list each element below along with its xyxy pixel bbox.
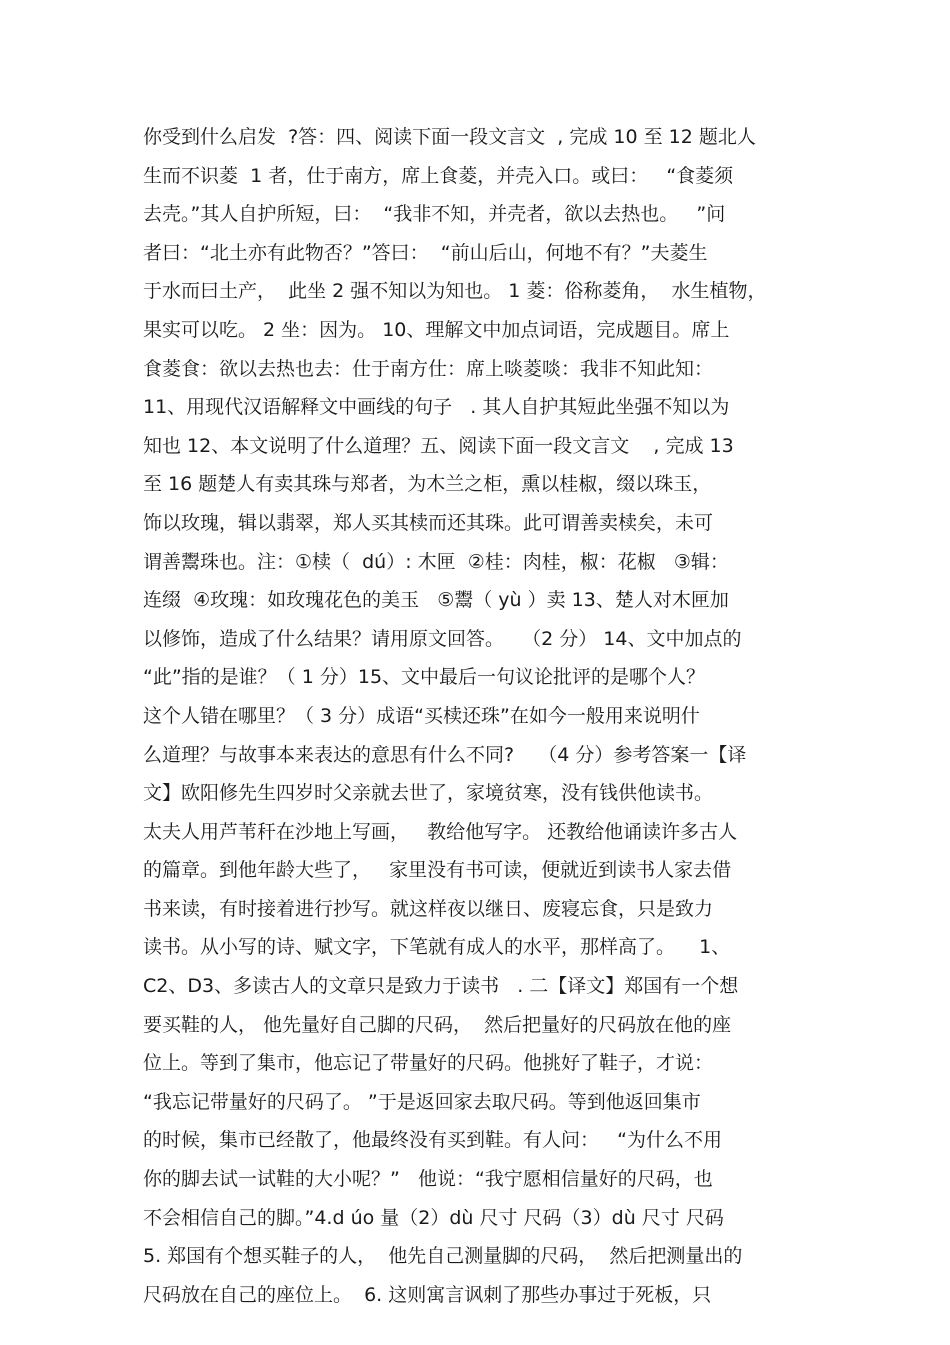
text-line: 这个人错在哪里？（ 3 分）成语“买椟还珠”在如今一般用来说明什 [143, 704, 700, 727]
text-line: 饰以玫瑰，辑以翡翠，郑人买其椟而还其珠。此可谓善卖椟矣，未可 [143, 511, 714, 534]
text-line: 你受到什么启发 ?答：四、阅读下面一段文言文 , 完成 10 至 12 题北人 [143, 126, 756, 148]
document-body [143, 118, 823, 1314]
text-line: 要买鞋的人， 他先量好自己脚的尺码， 然后把量好的尺码放在他的座 [143, 1013, 732, 1036]
text-line: 不会相信自己的脚。”4.d úo 量（2）dù 尺寸 尺码（3）dù 尺寸 尺码 [143, 1206, 724, 1229]
text-line: 位上。等到了集市，他忘记了带量好的尺码。他挑好了鞋子，才说： [143, 1052, 714, 1075]
text-line: 读书。从小写的诗、赋文字，下笔就有成人的水平，那样高了。 1、 [143, 936, 731, 959]
text-line: 谓善鬻珠也。注：①椟（ dú）: 木匣 ②桂：肉桂，椒：花椒 ③辑： [143, 550, 729, 573]
text-line: 你的脚去试一试鞋的大小呢？” 他说：“我宁愿相信量好的尺码，也 [143, 1168, 713, 1191]
text-line: “此”指的是谁？（ 1 分）15、文中最后一句议论批评的是哪个人？ [143, 666, 706, 689]
text-line: 太夫人用芦苇秆在沙地上写画， 教给他写字。 还教给他诵读许多古人 [143, 820, 738, 843]
text-line: “我忘记带量好的尺码了。 ”于是返回家去取尺码。等到他返回集市 [143, 1090, 701, 1113]
text-line: 去壳。”其人自护所短，曰： “我非不知，并壳者，欲以去热也。 ”问 [143, 203, 726, 226]
text-line: 连缀 ④玫瑰：如玫瑰花色的美玉 ⑤鬻（ yù ）卖 13、楚人对木匣加 [143, 589, 729, 612]
text-line: 的篇章。到他年龄大些了， 家里没有书可读，便就近到读书人家去借 [143, 859, 732, 882]
text-line: 书来读，有时接着进行抄写。就这样夜以继日、废寝忘食，只是致力 [143, 897, 714, 920]
text-line: 知也 12、本文说明了什么道理？五、阅读下面一段文言文 , 完成 13 [143, 434, 734, 457]
text-line: 以修饰，造成了什么结果？请用原文回答。 （2 分） 14、文中加点的 [143, 627, 742, 650]
text-line: 食菱食：欲以去热也去：仕于南方仕：席上啖菱啖：我非不知此知： [143, 357, 714, 380]
text-line: 至 16 题楚人有卖其珠与郑者，为木兰之柜，熏以桂椒，缀以珠玉， [143, 473, 712, 496]
text-line: C2、D3、多读古人的文章只是致力于读书 . 二【译文】郑国有一个想 [143, 975, 739, 998]
text-line: 者曰：“北土亦有此物否？”答曰： “前山后山，何地不有？”夫菱生 [143, 241, 708, 264]
text-line: 尺码放在自己的座位上。 6. 这则寓言讽刺了那些办事过于死板，只 [143, 1283, 712, 1306]
text-line: 果实可以吃。 2 坐：因为。 10、理解文中加点词语，完成题目。席上 [143, 318, 730, 341]
text-line: 生而不识菱 1 者，仕于南方，席上食菱，并壳入口。或曰： “食菱须 [143, 164, 734, 187]
text-line: 么道理？与故事本来表达的意思有什么不同? （4 分）参考答案一【译 [143, 743, 747, 766]
text-line: 的时候，集市已经散了，他最终没有买到鞋。有人问： “为什么不用 [143, 1129, 722, 1152]
text-line: 于水而曰土产， 此坐 2 强不知以为知也。 1 菱：俗称菱角， 水生植物， [143, 280, 767, 303]
text-line: 5. 郑国有个想买鞋子的人， 他先自己测量脚的尺码， 然后把测量出的 [143, 1245, 743, 1268]
text-line: 文】欧阳修先生四岁时父亲就去世了，家境贫寒，没有钱供他读书。 [143, 782, 714, 805]
text-line: 11、用现代汉语解释文中画线的句子 . 其人自护其短此坐强不知以为 [143, 396, 730, 419]
